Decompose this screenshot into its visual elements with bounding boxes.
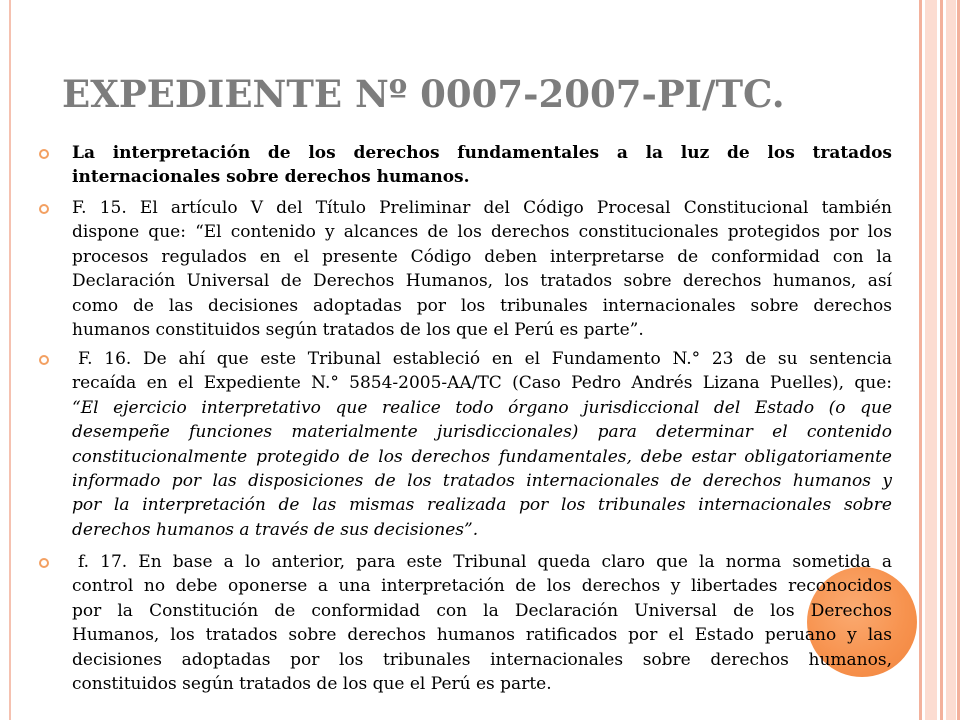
bullet-paragraph	[72, 141, 892, 190]
stripe-line	[919, 0, 922, 720]
text-line: como de las decisiones adoptadas por los tribunales internacionales sobre derechos	[72, 295, 892, 316]
stripe-band	[946, 0, 956, 720]
text-line: Humanos, los tratados sobre derechos humanos ratificados por el Estado peruano y las	[72, 625, 892, 646]
quote-line: por la interpretación de las mismas realizada por los tribunales internacionales sobre	[72, 495, 892, 516]
hollow-circle-bullet-icon	[39, 355, 49, 365]
text-line: constituidos según tratados de los que el Perú es parte.	[72, 673, 552, 694]
hollow-circle-bullet-icon	[39, 149, 49, 159]
quote-line: derechos humanos a través de sus decisiones”.	[72, 519, 479, 540]
text-line: dispone que: “El contenido y alcances de los derechos constitucionales protegidos por los	[72, 222, 892, 243]
text-line: La interpretación de los derechos fundamentales a la luz de los tratados	[72, 143, 892, 163]
text-line: humanos constituidos según tratados de los que el Perú es parte”.	[72, 319, 644, 340]
left-frame-line	[9, 0, 11, 720]
hollow-circle-bullet-icon	[39, 558, 49, 568]
stripe-band	[925, 0, 937, 720]
text-line: decisiones adoptadas por los tribunales internacionales sobre derechos humanos,	[72, 649, 892, 670]
quote-line: desempeñe funciones materialmente jurisdiccionales) para determinar el contenido	[72, 422, 892, 443]
text-line: control no debe oponerse a una interpretación de los derechos y libertades reconocidos	[72, 576, 892, 597]
bullet-paragraph	[72, 550, 892, 696]
stripe-line	[940, 0, 943, 720]
quote-line: informado por las disposiciones de los tratados internacionales de derechos humanos y	[72, 470, 892, 491]
bullet-paragraph	[72, 347, 892, 542]
slide-title: EXPEDIENTE Nº 0007-2007-PI/TC.	[62, 72, 785, 116]
text-line: Declaración Universal de Derechos Humanos, los tratados sobre derechos humanos, así	[72, 271, 892, 292]
text-line: procesos regulados en el presente Código deben interpretarse de conformidad con la	[72, 246, 892, 267]
hollow-circle-bullet-icon	[39, 204, 49, 214]
text-line: F. 15. El artículo V del Título Preliminar del Código Procesal Constitucional también	[72, 198, 892, 218]
text-line: por la Constitución de conformidad con la Declaración Universal de los Derechos	[72, 600, 892, 621]
text-line: f. 17. En base a lo anterior, para este Tribunal queda claro que la norma sometida a	[78, 552, 892, 572]
text-line: F. 16. De ahí que este Tribunal estableció en el Fundamento N.° 23 de su sentencia	[78, 349, 892, 369]
text-line: recaída en el Expediente N.° 5854-2005-AA/TC (Caso Pedro Andrés Lizana Puelles), que:	[72, 373, 892, 394]
quote-line: “El ejercicio interpretativo que realice todo órgano jurisdiccional del Estado (o que	[72, 397, 892, 418]
bullet-paragraph	[72, 196, 892, 342]
text-line: internacionales sobre derechos humanos.	[72, 167, 470, 188]
quote-line: constitucionalmente protegido de los derechos fundamentales, debe estar obligatoriamente	[72, 446, 892, 467]
